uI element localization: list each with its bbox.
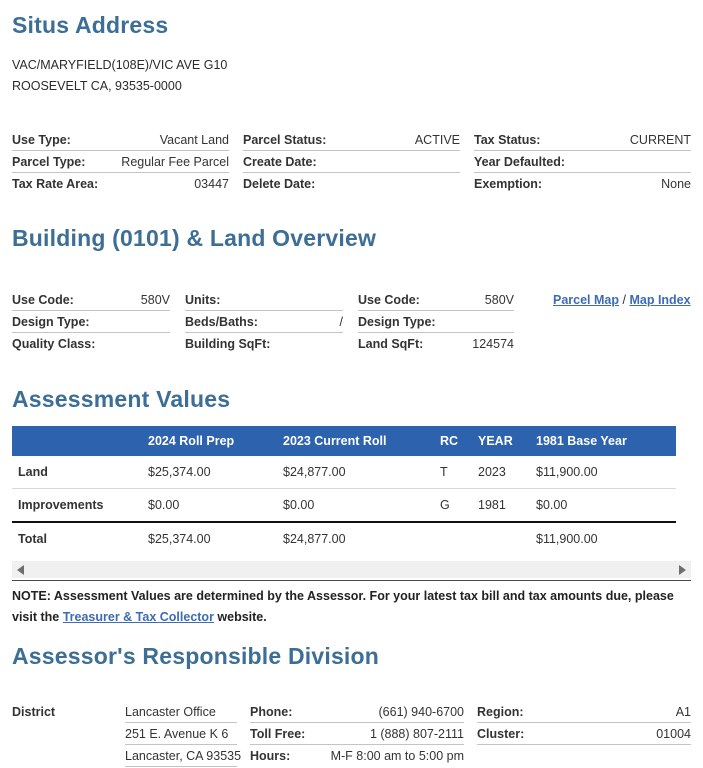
district-label: District bbox=[12, 705, 56, 719]
use-code-label: Use Code: bbox=[12, 293, 74, 307]
building-land-overview-title: Building (0101) & Land Overview bbox=[12, 225, 377, 251]
parcel-info-col-3 bbox=[474, 129, 691, 195]
hours-label: Hours: bbox=[250, 749, 291, 763]
district-contact-column bbox=[250, 701, 464, 767]
toll-free-value: 1 (888) 807-2111 bbox=[369, 727, 464, 741]
assessment-values-table bbox=[12, 426, 676, 555]
improvements-base-year: $0.00 bbox=[536, 498, 568, 512]
building-col-1 bbox=[12, 289, 170, 355]
land-base-year: $11,900.00 bbox=[530, 456, 676, 489]
situs-address-block bbox=[12, 55, 691, 97]
land-use-code-row bbox=[358, 289, 514, 311]
note-text-prefix: NOTE: Assessment Values are determined by the Assessor. For your latest tax bill and tax amounts due, please visit the bbox=[12, 589, 674, 624]
region-value: A1 bbox=[675, 705, 691, 719]
district-grid bbox=[12, 701, 691, 767]
land-use-code-label: Use Code: bbox=[358, 293, 420, 307]
land-sqft-value: 124574 bbox=[472, 337, 514, 351]
land-design-type-row bbox=[358, 311, 514, 333]
design-type-label: Design Type: bbox=[12, 315, 90, 329]
treasurer-tax-collector-link[interactable]: Treasurer & Tax Collector bbox=[62, 610, 214, 624]
map-index-link[interactable]: Map Index bbox=[629, 293, 691, 307]
header-2023-current-roll: 2023 Current Roll bbox=[277, 426, 434, 456]
hours-value: M-F 8:00 am to 5:00 pm bbox=[330, 749, 464, 763]
horizontal-scrollbar[interactable] bbox=[12, 561, 691, 578]
building-overview-grid bbox=[12, 289, 691, 355]
parcel-info-grid bbox=[12, 129, 691, 195]
parcel-status-value: ACTIVE bbox=[414, 133, 460, 147]
year-defaulted-label: Year Defaulted: bbox=[474, 155, 566, 169]
toll-free-label: Toll Free: bbox=[250, 727, 306, 741]
improvements-row-label: Improvements bbox=[18, 498, 104, 512]
parcel-type-row bbox=[12, 151, 229, 173]
cluster-value: 01004 bbox=[656, 727, 691, 741]
land-rc: T bbox=[434, 456, 472, 489]
region-label: Region: bbox=[477, 705, 524, 719]
delete-date-label: Delete Date: bbox=[243, 177, 316, 191]
header-2024-roll-prep: 2024 Roll Prep bbox=[142, 426, 277, 456]
note-text-suffix: website. bbox=[213, 610, 267, 624]
use-code-row bbox=[12, 289, 170, 311]
assessment-values-section bbox=[12, 386, 691, 628]
use-type-row bbox=[12, 129, 229, 151]
map-links-separator: / bbox=[622, 293, 626, 307]
exemption-value: None bbox=[661, 177, 691, 191]
land-use-code-value: 580V bbox=[484, 293, 514, 307]
total-rc bbox=[434, 522, 472, 555]
tax-rate-area-row bbox=[12, 173, 229, 195]
tax-rate-area-label: Tax Rate Area: bbox=[12, 177, 99, 191]
district-office-column bbox=[125, 701, 242, 767]
tax-status-row bbox=[474, 129, 691, 151]
exemption-label: Exemption: bbox=[474, 177, 543, 191]
scrollbar-right-arrow-icon[interactable] bbox=[679, 565, 686, 575]
responsible-division-title: Assessor's Responsible Division bbox=[12, 643, 380, 669]
situs-address-title: Situs Address bbox=[12, 12, 169, 38]
total-row-label: Total bbox=[12, 522, 142, 555]
beds-baths-label: Beds/Baths: bbox=[185, 315, 258, 329]
total-roll-prep: $25,374.00 bbox=[142, 522, 277, 555]
building-land-overview-section bbox=[12, 225, 691, 355]
land-current-roll: $24,877.00 bbox=[277, 456, 434, 489]
parcel-status-label: Parcel Status: bbox=[243, 133, 327, 147]
land-sqft-label: Land SqFt: bbox=[358, 337, 424, 351]
beds-baths-value: / bbox=[339, 315, 343, 329]
land-roll-prep: $25,374.00 bbox=[142, 456, 277, 489]
parcel-info-col-2 bbox=[243, 129, 460, 195]
office-city: Lancaster, CA 93535 bbox=[125, 745, 237, 767]
assessment-values-title: Assessment Values bbox=[12, 386, 231, 412]
quality-class-label: Quality Class: bbox=[12, 337, 96, 351]
total-row bbox=[12, 522, 676, 555]
land-row-label: Land bbox=[12, 456, 142, 489]
quality-class-row bbox=[12, 333, 170, 355]
tax-status-value: CURRENT bbox=[629, 133, 691, 147]
improvements-roll-prep: $0.00 bbox=[148, 498, 180, 512]
scrollbar-left-arrow-icon[interactable] bbox=[17, 565, 24, 575]
land-sqft-row bbox=[358, 333, 514, 355]
map-links bbox=[529, 289, 691, 355]
land-design-type-label: Design Type: bbox=[358, 315, 436, 329]
total-year bbox=[472, 522, 530, 555]
parcel-type-label: Parcel Type: bbox=[12, 155, 86, 169]
beds-baths-row bbox=[185, 311, 343, 333]
improvements-year: 1981 bbox=[478, 498, 506, 512]
delete-date-row bbox=[243, 173, 460, 195]
improvements-row bbox=[12, 489, 676, 523]
toll-free-row bbox=[250, 723, 464, 745]
year-defaulted-row bbox=[474, 151, 691, 173]
land-year: 2023 bbox=[472, 456, 530, 489]
office-name: Lancaster Office bbox=[125, 701, 237, 723]
parcel-status-row bbox=[243, 129, 460, 151]
building-col-3 bbox=[358, 289, 514, 355]
tax-rate-area-value: 03447 bbox=[194, 177, 229, 191]
situs-address-line-2: ROOSEVELT CA, 93535-0000 bbox=[12, 79, 182, 93]
use-type-label: Use Type: bbox=[12, 133, 71, 147]
region-row bbox=[477, 701, 691, 723]
use-code-value: 580V bbox=[140, 293, 170, 307]
total-base-year: $11,900.00 bbox=[530, 522, 676, 555]
header-rc: RC bbox=[434, 426, 472, 456]
building-sqft-label: Building SqFt: bbox=[185, 337, 271, 351]
improvements-rc: G bbox=[440, 498, 450, 512]
exemption-row bbox=[474, 173, 691, 195]
office-street: 251 E. Avenue K 6 bbox=[125, 723, 237, 745]
design-type-row bbox=[12, 311, 170, 333]
cluster-row bbox=[477, 723, 691, 745]
district-region-column bbox=[477, 701, 691, 767]
header-1981-base-year: 1981 Base Year bbox=[530, 426, 676, 456]
create-date-row bbox=[243, 151, 460, 173]
total-current-roll: $24,877.00 bbox=[277, 522, 434, 555]
assessment-note bbox=[12, 580, 691, 628]
building-col-2 bbox=[185, 289, 343, 355]
cluster-label: Cluster: bbox=[477, 727, 525, 741]
units-label: Units: bbox=[185, 293, 221, 307]
parcel-info-col-1 bbox=[12, 129, 229, 195]
improvements-current-roll: $0.00 bbox=[283, 498, 315, 512]
phone-value: (661) 940-6700 bbox=[378, 705, 464, 719]
units-row bbox=[185, 289, 343, 311]
responsible-division-section bbox=[12, 643, 691, 767]
header-year: YEAR bbox=[472, 426, 530, 456]
building-sqft-row bbox=[185, 333, 343, 355]
tax-status-label: Tax Status: bbox=[474, 133, 541, 147]
parcel-map-link[interactable]: Parcel Map bbox=[553, 293, 620, 307]
create-date-label: Create Date: bbox=[243, 155, 317, 169]
parcel-type-value: Regular Fee Parcel bbox=[121, 155, 229, 169]
phone-label: Phone: bbox=[250, 705, 293, 719]
assessment-header-row bbox=[12, 426, 676, 456]
situs-address-line-1: VAC/MARYFIELD(108E)/VIC AVE G10 bbox=[12, 58, 228, 72]
use-type-value: Vacant Land bbox=[159, 133, 229, 147]
land-row bbox=[12, 456, 676, 489]
phone-row bbox=[250, 701, 464, 723]
hours-row bbox=[250, 745, 464, 767]
header-empty bbox=[12, 426, 142, 456]
